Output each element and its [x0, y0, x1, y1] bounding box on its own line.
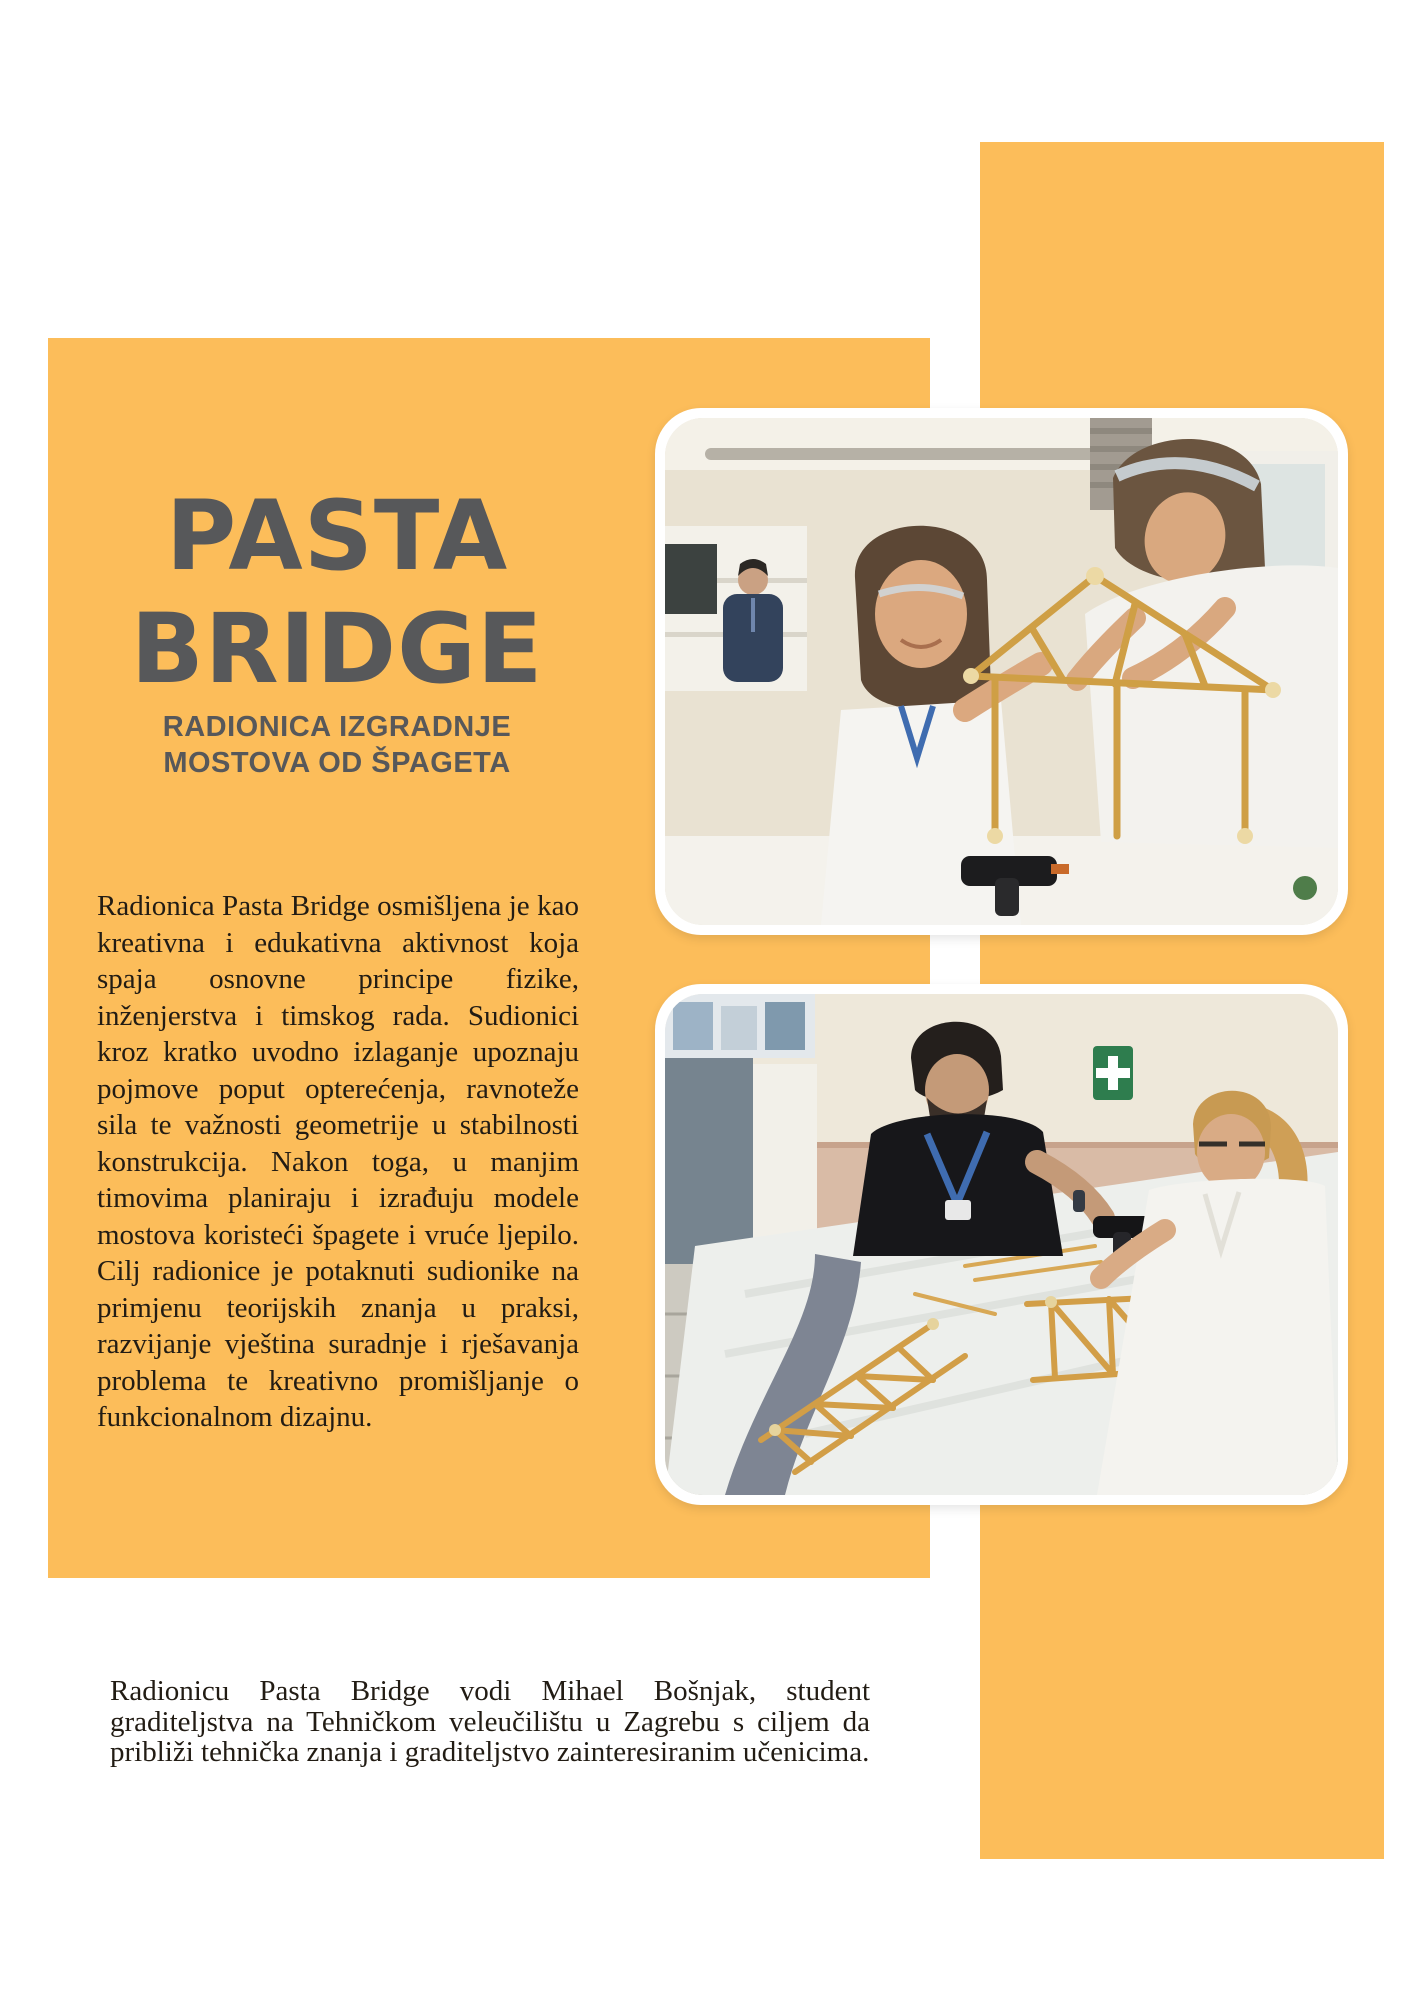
workshop-photo-bottom-image: [665, 994, 1338, 1495]
poster-title-line1: PASTA: [165, 480, 509, 592]
first-aid-box: [1093, 1046, 1133, 1100]
storage-shelf: [665, 994, 815, 1058]
poster-title-line2: BRIDGE: [130, 593, 544, 705]
white-door: [753, 1064, 817, 1250]
green-object: [1293, 876, 1317, 900]
blue-cabinet: [665, 1058, 753, 1264]
photo-bottom-illustration: [665, 994, 1338, 1495]
poster-subtitle-line2: MOSTOVA OD ŠPAGETA: [163, 747, 511, 779]
poster-subtitle-line1: RADIONICA IZGRADNJE: [162, 711, 512, 743]
workshop-photo-top-image: [665, 418, 1338, 925]
ceiling-pipe: [705, 448, 1135, 460]
poster-subtitle: [77, 709, 597, 781]
photo-top-illustration: [665, 418, 1338, 925]
workshop-photo-bottom: [655, 984, 1348, 1505]
poster-title: [77, 480, 597, 706]
footer-paragraph: Radionicu Pasta Bridge vodi Mihael Bošnjak, student graditeljstva na Tehničkom veleučilištu u Zagrebu s ciljem da približi tehnička znanja i graditeljstvo zainteresiranim učenicima.: [110, 1675, 870, 1768]
intro-paragraph: Radionica Pasta Bridge osmišljena je kao kreativna i edukativna aktivnost koja spaja osnovne principe fizike, inženjerstva i timskog rada. Sudionici kroz kratko uvodno izlaganje upoznaju pojmove poput opterećenja, ravnoteže sila te važnosti geometrije u stabilnosti konstrukcija. Nakon toga, u manjim timovima planiraju i izrađuju modele mostova koristeći špagete i vruće ljepilo. Cilj radionice je potaknuti sudionike na primjenu teorijskih znanja u praksi, razvijanje vještina suradnje i rješavanja problema te kreativno promišljanje o funkcionalnom dizajnu.: [97, 890, 579, 1433]
workshop-photo-top: [655, 408, 1348, 935]
